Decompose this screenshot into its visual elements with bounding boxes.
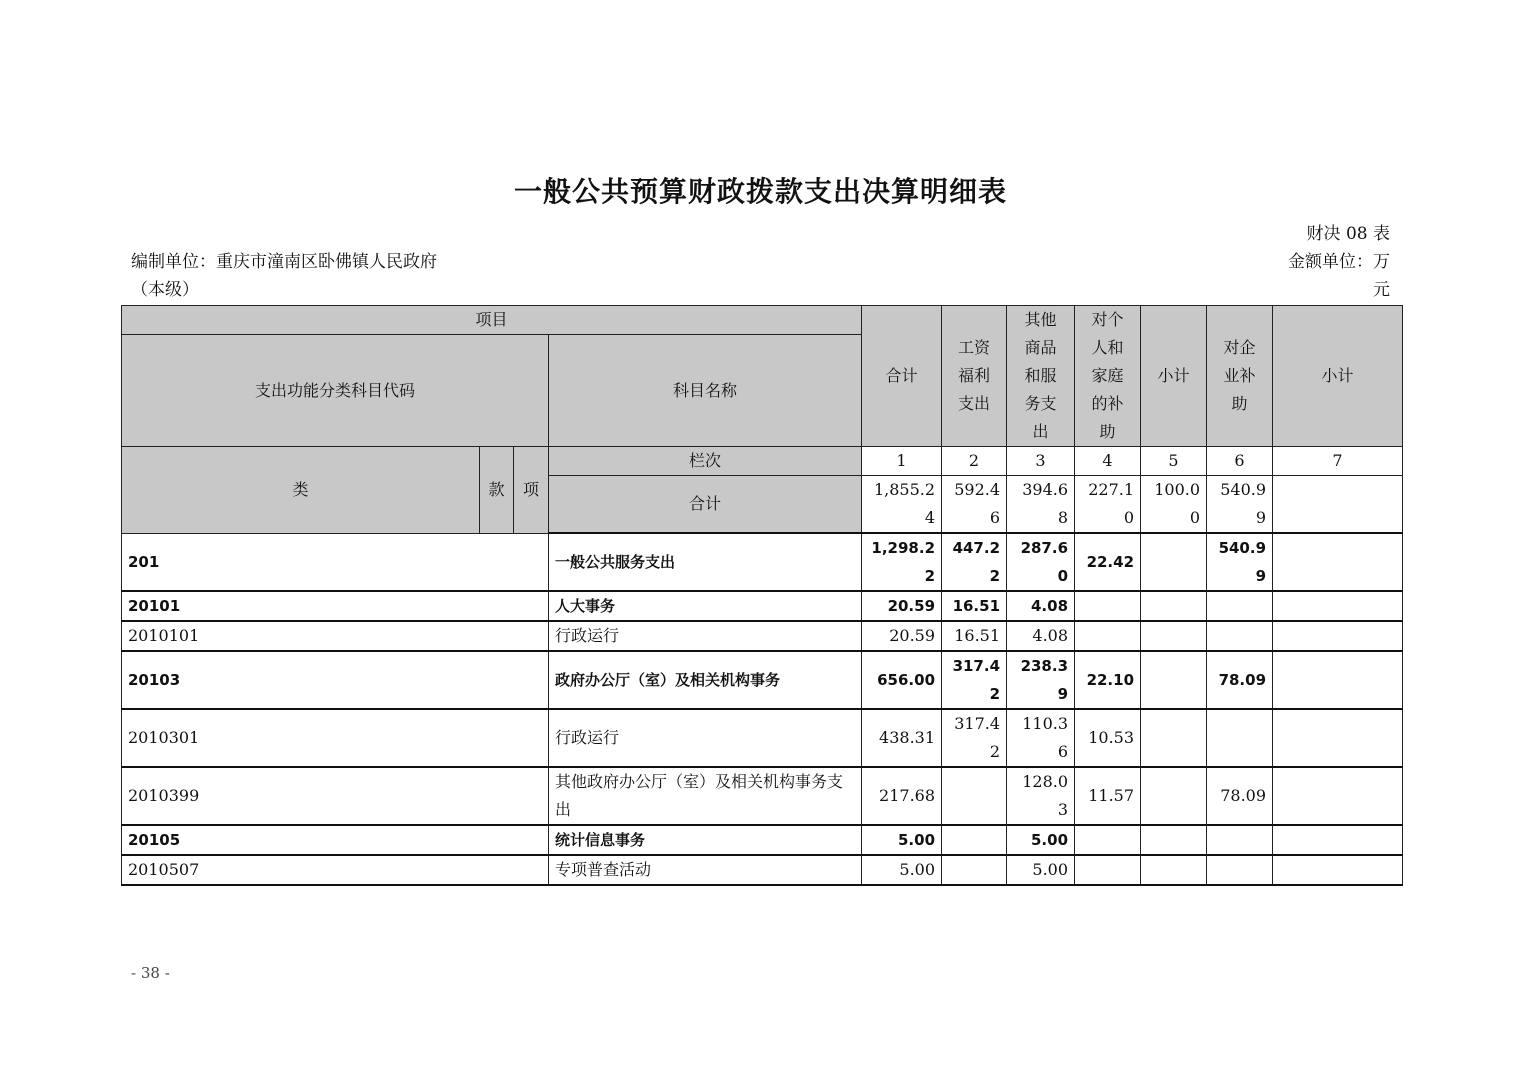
row-value: 78.09 xyxy=(1207,767,1273,825)
row-value: 10.53 xyxy=(1075,709,1141,767)
row-value xyxy=(1141,855,1207,885)
row-code: 2010301 xyxy=(122,709,549,767)
row-value: 5.00 xyxy=(1007,825,1075,855)
row-value xyxy=(1141,533,1207,591)
table-row xyxy=(122,651,1403,709)
row-value: 317.42 xyxy=(942,651,1007,709)
row-value xyxy=(1141,621,1207,651)
row-value: 656.00 xyxy=(862,651,942,709)
header-row-1 xyxy=(122,306,1403,335)
row-name: 其他政府办公厅（室）及相关机构事务支出 xyxy=(549,767,862,825)
row-value xyxy=(1141,651,1207,709)
row-code: 20105 xyxy=(122,825,549,855)
row-name: 一般公共服务支出 xyxy=(549,533,862,591)
amount-unit: 金额单位：万 xyxy=(1288,252,1390,272)
table-row xyxy=(122,591,1403,621)
table-row xyxy=(122,533,1403,591)
header-enterprise: 对企业补助 xyxy=(1207,306,1273,447)
column-number: 2 xyxy=(942,447,1007,476)
row-value xyxy=(1141,709,1207,767)
sum-cell: 100.00 xyxy=(1141,476,1207,534)
row-code: 20101 xyxy=(122,591,549,621)
row-value: 438.31 xyxy=(862,709,942,767)
row-value: 5.00 xyxy=(1007,855,1075,885)
table-row xyxy=(122,621,1403,651)
sum-cell: 1,855.24 xyxy=(862,476,942,534)
row-value: 4.08 xyxy=(1007,591,1075,621)
row-value xyxy=(1273,767,1403,825)
row-value: 1,298.22 xyxy=(862,533,942,591)
row-value: 447.22 xyxy=(942,533,1007,591)
reporting-unit-level: （本级） xyxy=(131,280,199,300)
row-name: 统计信息事务 xyxy=(549,825,862,855)
row-value: 22.42 xyxy=(1075,533,1141,591)
row-value: 110.36 xyxy=(1007,709,1075,767)
header-row-3 xyxy=(122,447,1403,476)
row-value: 5.00 xyxy=(862,855,942,885)
column-number: 7 xyxy=(1273,447,1403,476)
row-value xyxy=(1273,621,1403,651)
row-value: 5.00 xyxy=(862,825,942,855)
row-value xyxy=(1273,825,1403,855)
row-value xyxy=(1207,825,1273,855)
row-value: 217.68 xyxy=(862,767,942,825)
row-value xyxy=(942,855,1007,885)
row-value xyxy=(1273,533,1403,591)
row-value xyxy=(1075,825,1141,855)
row-value xyxy=(1207,591,1273,621)
row-value xyxy=(1207,621,1273,651)
sum-cell xyxy=(1273,476,1403,534)
header-kuan: 款 xyxy=(480,447,514,534)
header-personal: 对个人和家庭的补助 xyxy=(1075,306,1141,447)
header-wages: 工资福利支出 xyxy=(942,306,1007,447)
header-xiang: 项 xyxy=(514,447,549,534)
row-name: 专项普查活动 xyxy=(549,855,862,885)
row-value: 22.10 xyxy=(1075,651,1141,709)
row-value: 20.59 xyxy=(862,591,942,621)
table-row xyxy=(122,825,1403,855)
reporting-unit: 编制单位：重庆市潼南区卧佛镇人民政府 xyxy=(131,252,437,272)
row-value: 238.39 xyxy=(1007,651,1075,709)
row-value: 4.08 xyxy=(1007,621,1075,651)
header-total: 合计 xyxy=(862,306,942,447)
row-code: 2010507 xyxy=(122,855,549,885)
row-value xyxy=(1273,709,1403,767)
row-value xyxy=(1273,591,1403,621)
row-value xyxy=(942,767,1007,825)
row-code: 20103 xyxy=(122,651,549,709)
row-name: 行政运行 xyxy=(549,621,862,651)
sum-cell: 592.46 xyxy=(942,476,1007,534)
column-number: 5 xyxy=(1141,447,1207,476)
row-value xyxy=(1273,651,1403,709)
row-value: 16.51 xyxy=(942,621,1007,651)
header-code: 支出功能分类科目代码 xyxy=(122,335,549,447)
header-goods: 其他商品和服务支出 xyxy=(1007,306,1075,447)
amount-unit-suffix: 元 xyxy=(1373,280,1390,300)
sum-cell: 540.99 xyxy=(1207,476,1273,534)
table-row xyxy=(122,709,1403,767)
row-code: 201 xyxy=(122,533,549,591)
row-value xyxy=(1075,621,1141,651)
row-value: 287.60 xyxy=(1007,533,1075,591)
budget-detail-table xyxy=(121,305,1403,886)
row-value xyxy=(942,825,1007,855)
row-name: 行政运行 xyxy=(549,709,862,767)
row-value xyxy=(1141,591,1207,621)
row-value: 128.03 xyxy=(1007,767,1075,825)
row-value xyxy=(1075,855,1141,885)
header-subtotal-2: 小计 xyxy=(1273,306,1403,447)
header-column-no: 栏次 xyxy=(549,447,862,476)
row-value: 317.42 xyxy=(942,709,1007,767)
row-value xyxy=(1141,767,1207,825)
column-number: 1 xyxy=(862,447,942,476)
row-value: 78.09 xyxy=(1207,651,1273,709)
sum-cell: 394.68 xyxy=(1007,476,1075,534)
row-value: 20.59 xyxy=(862,621,942,651)
column-number: 3 xyxy=(1007,447,1075,476)
column-number: 4 xyxy=(1075,447,1141,476)
sum-cell: 227.10 xyxy=(1075,476,1141,534)
row-name: 人大事务 xyxy=(549,591,862,621)
row-value: 11.57 xyxy=(1075,767,1141,825)
row-value xyxy=(1141,825,1207,855)
table-row xyxy=(122,767,1403,825)
row-value xyxy=(1207,709,1273,767)
form-number: 财决 08 表 xyxy=(1306,224,1390,244)
row-value: 540.99 xyxy=(1207,533,1273,591)
header-name: 科目名称 xyxy=(549,335,862,447)
column-number: 6 xyxy=(1207,447,1273,476)
row-name: 政府办公厅（室）及相关机构事务 xyxy=(549,651,862,709)
header-lei: 类 xyxy=(122,447,480,534)
row-value xyxy=(1207,855,1273,885)
page-number: - 38 - xyxy=(131,964,170,982)
row-value xyxy=(1273,855,1403,885)
header-subtotal: 小计 xyxy=(1141,306,1207,447)
header-project: 项目 xyxy=(122,306,862,335)
row-value: 16.51 xyxy=(942,591,1007,621)
table-row xyxy=(122,855,1403,885)
row-code: 2010399 xyxy=(122,767,549,825)
page-title: 一般公共预算财政拨款支出决算明细表 xyxy=(513,175,1007,208)
row-value xyxy=(1075,591,1141,621)
sum-label: 合计 xyxy=(549,476,862,534)
row-code: 2010101 xyxy=(122,621,549,651)
